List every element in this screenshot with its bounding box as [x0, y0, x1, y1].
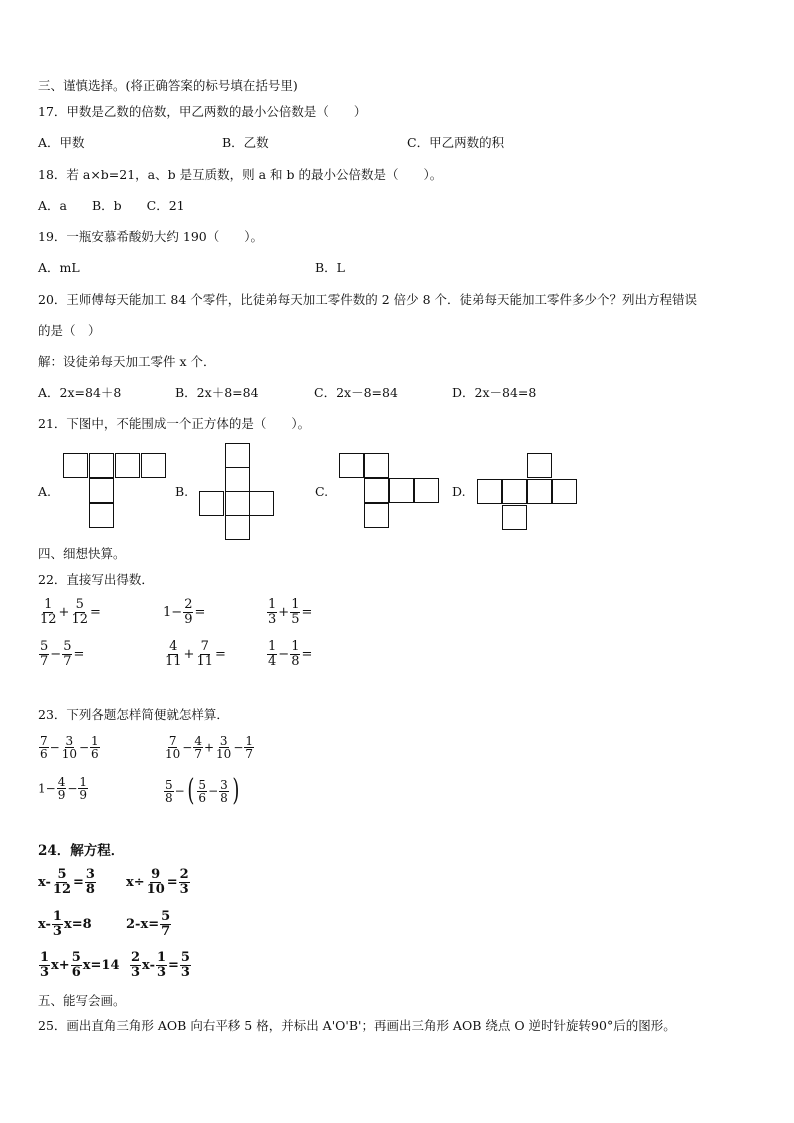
q22-expr-4: $\frac{5}{7}$ − $\frac{5}{7}$ =	[40, 639, 85, 669]
q24-eq-2: x÷ $\frac{9}{10}$ = $\frac{2}{3}$	[126, 867, 189, 897]
q23-expr-3: 1− $\frac{4}{9}$ − $\frac{1}{9}$	[38, 775, 88, 802]
q19-option-b: B．L	[315, 260, 345, 275]
q24-eq-5: $\frac{1}{3}$ x+ $\frac{5}{6}$ x=14	[40, 950, 120, 980]
q20-option-a: A．2x=84＋8	[38, 385, 122, 400]
section3-heading: 三、谨慎选择。(将正确答案的标号填在括号里)	[38, 78, 298, 93]
q23-expr-2: $\frac{7}{10}$ − $\frac{4}{7}$ + $\frac{3}{10}$ − $\frac{1}{7}$	[165, 734, 254, 761]
q22-expr-5: $\frac{4}{11}$ + $\frac{7}{11}$ =	[165, 639, 226, 669]
q20-option-d: D．2x－84=8	[452, 385, 537, 400]
q17-option-c: C．甲乙两数的积	[407, 135, 505, 150]
q24-stem: 24．解方程．	[38, 843, 125, 859]
q19-stem: 19．一瓶安慕希酸奶大约 190（ ）。	[38, 229, 263, 244]
q22-expr-2: 1− $\frac{2}{9}$ =	[163, 597, 206, 627]
q21-label-c: C.	[315, 484, 329, 499]
q24-eq-1: x- $\frac{5}{12}$ = $\frac{3}{8}$	[38, 867, 95, 897]
q24-eq-3: x- $\frac{1}{3}$ x=8	[38, 909, 92, 939]
q23-expr-1: $\frac{7}{6}$ − $\frac{3}{10}$ − $\frac{1}{6}$	[40, 734, 99, 761]
q21-label-d: D.	[452, 484, 466, 499]
q23-stem: 23．下列各题怎样简便就怎样算．	[38, 707, 229, 722]
q18-stem: 18．若 a×b=21，a、b 是互质数，则 a 和 b 的最小公倍数是（ ）。	[38, 167, 443, 182]
section5-heading: 五、能写会画。	[38, 993, 126, 1008]
q21-label-b: B.	[175, 484, 189, 499]
q19-option-a: A．mL	[38, 260, 80, 275]
q17-stem: 17．甲数是乙数的倍数，甲乙两数的最小公倍数是（ ）	[38, 104, 367, 119]
q22-expr-1: $\frac{1}{12}$ + $\frac{5}{12}$ =	[40, 597, 101, 627]
q22-expr-6: $\frac{1}{4}$ − $\frac{1}{8}$ =	[268, 639, 313, 669]
q20-stem-line1: 20．王师傅每天能加工 84 个零件，比徒弟每天加工零件数的 2 倍少 8 个．徒弟每天能加工零件多少个？列出方程错误	[38, 292, 698, 307]
q22-expr-3: $\frac{1}{3}$ + $\frac{1}{5}$ =	[268, 597, 313, 627]
q17-option-b: B．乙数	[222, 135, 269, 150]
q22-stem: 22．直接写出得数．	[38, 572, 154, 587]
q24-eq-4: 2-x= $\frac{5}{7}$	[126, 909, 171, 939]
q24-eq-6: $\frac{2}{3}$ x- $\frac{1}{3}$ = $\frac{5}{3}$	[131, 950, 190, 980]
q18-options: A．a B．b C．21	[38, 198, 185, 213]
q21-stem: 21．下图中，不能围成一个正方体的是（ ）。	[38, 416, 311, 431]
q21-label-a: A.	[38, 484, 52, 499]
q17-option-a: A．甲数	[38, 135, 85, 150]
q20-stem-line2: 的是（ ）	[38, 323, 101, 338]
q23-expr-4: $\frac{5}{8}$ −( $\frac{5}{6}$ − $\frac{3}{8}$ )	[165, 773, 240, 808]
q25-stem: 25．画出直角三角形 AOB 向右平移 5 格，并标出 A'O'B'；再画出三角形 AOB 绕点 O 逆时针旋转90°后的图形。	[38, 1018, 676, 1033]
q20-option-c: C．2x－8=84	[314, 385, 398, 400]
q20-solution: 解：设徒弟每天加工零件 x 个．	[38, 354, 216, 369]
q20-option-b: B．2x＋8=84	[175, 385, 259, 400]
section4-heading: 四、细想快算。	[38, 546, 126, 561]
